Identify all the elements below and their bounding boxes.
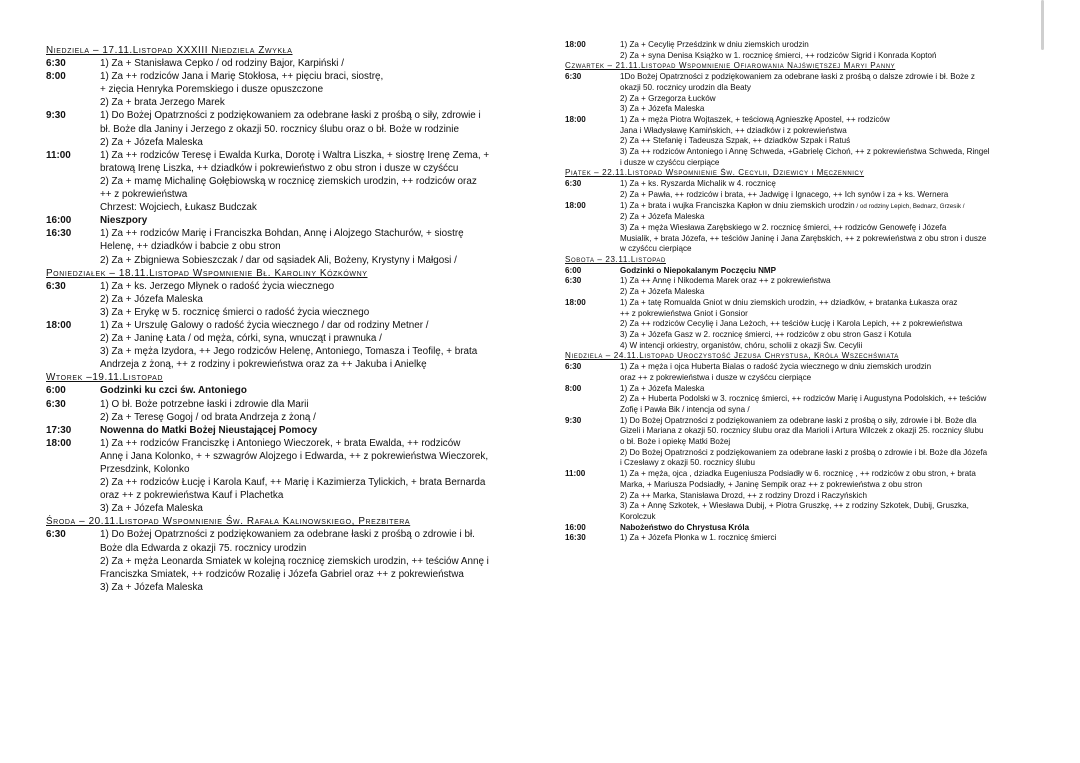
intention-list (620, 72, 1043, 115)
mass-time: 6:30 (46, 280, 66, 292)
intention-text: 3) Za + Józefa Maleska (620, 104, 705, 114)
intention-list (620, 298, 1043, 352)
intention-text: + zięcia Henryka Poremskiego i dusze opuszczone (100, 84, 324, 96)
intention-text: Boże dla Edwarda z okazji 75. rocznicy urodzin (100, 542, 307, 554)
mass-time: 6:30 (46, 529, 66, 541)
intention-line (100, 555, 516, 568)
intention-line (620, 405, 1043, 416)
intention-line (100, 201, 516, 214)
intention-list (620, 266, 1043, 277)
intention-list (100, 70, 516, 109)
intention-line (620, 437, 1043, 448)
intention-line (100, 188, 516, 201)
mass-entry (46, 398, 516, 424)
intention-list (620, 469, 1043, 523)
mass-time: 16:30 (565, 533, 586, 543)
intention-line (100, 398, 516, 411)
intention-line (100, 450, 516, 463)
intention-line (100, 136, 516, 149)
intention-text: 1) Do Bożej Opatrzności z podziękowaniem za odebrane łaski z prośbą o zdrowie i bł. (100, 529, 475, 541)
intention-text: 2) Za + brata Jerzego Marek (100, 97, 225, 109)
intention-text: Musialik, + brata Józefa, ++ teściów Janinę i Jana Zarębskich, ++ z pokrewieństwa z obu stron i dusze (620, 233, 987, 243)
intention-note: / od rodziny Lepich, Bednarz, Grzesik / (854, 202, 965, 210)
intention-line (620, 384, 1043, 395)
intention-line (100, 149, 516, 162)
scrollbar[interactable] (1041, 0, 1044, 50)
intention-line (100, 568, 516, 581)
mass-entry (565, 179, 1043, 200)
mass-entry (46, 384, 516, 397)
day-heading: Niedziela – 17.11.Listopad XXXIII Niedziela Zwykła (46, 45, 293, 56)
intention-text: 3) Za + Józefa Maleska (100, 503, 203, 515)
intention-text: 1Do Bożej Opatrzności z podziękowaniem za odebrane łaski z prośbą o dalsze zdrowie i bł. Boże z (620, 72, 975, 82)
intention-line (620, 136, 1043, 147)
intention-line (100, 502, 516, 515)
intention-line (620, 223, 1043, 234)
intention-text: 2) Za + Zbigniewa Sobieszczak / dar od sąsiadek Ali, Bożeny, Krystyny i Małgosi / (100, 254, 457, 266)
intention-line (620, 469, 1043, 480)
intention-line (620, 72, 1043, 83)
intention-line (620, 416, 1043, 427)
intention-line (620, 491, 1043, 502)
intention-line (100, 581, 516, 594)
intention-text: 1) Do Bożej Opatrzności z podziękowaniem za odebrane łaski z prośbą o siły, zdrowie i (100, 110, 481, 122)
mass-time: 18:00 (46, 319, 72, 331)
intention-line (100, 358, 516, 371)
mass-entry (565, 266, 1043, 277)
intention-text: 2) Za + mamę Michalinę Gołębiowską w rocznicę ziemskich urodzin, ++ rodziców oraz (100, 175, 477, 187)
intention-list (620, 276, 1043, 297)
intention-text: 1) Za + męża i ojca Huberta Bialas o radość życia wiecznego w dniu ziemskich urodzin (620, 362, 932, 372)
day-heading: Sobota – 23.11.Listopad (565, 255, 666, 265)
mass-time: 18:00 (565, 40, 586, 49)
intention-line (100, 240, 516, 253)
intention-text: 2) Do Bożej Opatrzności z podziękowaniem za odebrane łaski z prośbą o zdrowie i bł. Boże dla Józefa (620, 447, 988, 457)
intention-line (620, 298, 1043, 309)
intention-line (620, 309, 1043, 320)
mass-entry (46, 528, 516, 593)
mass-entry (565, 523, 1043, 534)
intention-list (620, 115, 1043, 169)
intention-line (100, 83, 516, 96)
intention-text: 1) Za + męża, ojca , dziadka Eugeniusza Podsiadły w 6. rocznicę , ++ rodziców z obu stron, + brata (620, 469, 976, 479)
mass-entry (565, 298, 1043, 352)
intention-line (620, 179, 1043, 190)
intention-text: bł. Boże dla Janiny i Jerzego z okazji 50. rocznicy ślubu oraz o bł. Boże w rodzinie (100, 123, 459, 135)
mass-time: 6:30 (565, 362, 582, 372)
intention-line (620, 330, 1043, 341)
mass-time: 16:00 (565, 522, 586, 532)
day-heading: Wtorek –19.11.Listopad (46, 372, 164, 384)
mass-entry (46, 57, 516, 70)
intention-line (100, 175, 516, 188)
intention-line (100, 162, 516, 175)
mass-time: 11:00 (565, 469, 586, 479)
intention-list (620, 533, 1043, 544)
intention-line (620, 201, 1043, 213)
intention-line (100, 96, 516, 109)
intention-line (620, 158, 1043, 169)
mass-entry (46, 109, 516, 148)
intention-line (620, 448, 1043, 459)
intention-line (620, 147, 1043, 158)
intention-text: 1) Za + ks. Jerzego Młynek o radość życia wiecznego (100, 280, 335, 292)
mass-entry (565, 469, 1043, 523)
intention-line (620, 190, 1043, 201)
intention-text: o bł. Boże i opiekę Matki Bożej (620, 437, 731, 447)
intention-line (620, 512, 1043, 523)
intention-list (100, 528, 516, 593)
intention-text: 3) Za + Erykę w 5. rocznicę śmierci o radość życia wiecznego (100, 306, 370, 318)
intention-line (100, 293, 516, 306)
intention-text: oraz ++ z pokrewieństwa i dusze w czyśćcu cierpiące (620, 372, 812, 382)
mass-time: 17:30 (46, 424, 72, 436)
intention-text: 2) Za + męża Leonarda Smiatek w kolejną rocznicę ziemskich urodzin, ++ teściów Annę i (100, 555, 489, 567)
mass-entry (565, 72, 1043, 115)
intention-list (620, 40, 1043, 61)
day-heading: Środa – 20.11.Listopad Wspomnienie Św. Rafała Kalinowskiego, Prezbitera (46, 516, 411, 528)
mass-time: 6:30 (565, 179, 582, 189)
intention-line (100, 332, 516, 345)
intention-text: Godzinki o Niepokalanym Poczęciu NMP (620, 265, 777, 275)
intention-line (620, 276, 1043, 287)
mass-entry (46, 70, 516, 109)
day-heading: Niedziela – 24.11.Listopad Uroczystość Jezusa Chrystusa, Króla Wszechświata (565, 351, 899, 361)
intention-text: w czyśćcu cierpiące (620, 244, 692, 254)
intention-list (620, 416, 1043, 470)
day-heading: Poniedziałek – 18.11.Listopad Wspomnienie Bł. Karoliny Kózkówny (46, 267, 368, 279)
intention-line (620, 501, 1043, 512)
intention-text: i Czesławy z okazji 50. rocznicy ślubu (620, 458, 755, 468)
service-title (100, 424, 516, 437)
mass-time: 11:00 (46, 149, 71, 161)
intention-text: 2) Za + Józefa Maleska (620, 212, 705, 222)
mass-entry (46, 214, 516, 227)
mass-entry (565, 201, 1043, 256)
intention-text: 2) Za + Józefa Maleska (100, 136, 203, 148)
intention-list (620, 362, 1043, 383)
intention-list (100, 424, 516, 437)
intention-line (620, 234, 1043, 245)
intention-text: Nabożeństwo do Chrystusa Króla (620, 522, 750, 532)
intention-text: Marka, + Mariusza Podsiadły, + Janinę Sempik oraz ++ z pokrewieństwa z obu stron (620, 479, 923, 489)
intention-line (100, 319, 516, 332)
intention-list (100, 398, 516, 424)
intention-list (620, 384, 1043, 416)
intention-line (100, 476, 516, 489)
intention-line (100, 463, 516, 476)
intention-line (620, 126, 1043, 137)
intention-text: Gizeli i Mariana z okazji 50. rocznicy ślubu oraz dla Marioli i Artura Wilczek z okazji 25. rocznicy ślubu (620, 426, 984, 436)
mass-entry (565, 416, 1043, 470)
mass-entry (565, 362, 1043, 383)
intention-line (620, 341, 1043, 352)
intention-line (620, 212, 1043, 223)
intention-text: 2) Za + Pawła, ++ rodziców i brata, ++ Jadwigę i Ignacego, ++ Ich synów i za + ks. Wernera (620, 189, 949, 199)
intention-list (620, 201, 1043, 256)
intention-line (620, 51, 1043, 62)
intention-text: Andrzeja z żoną, ++ z rodziny i pokrewieństwa oraz za ++ Jakuba i Anielkę (100, 359, 427, 371)
intention-text: 2) Za + Józefa Maleska (620, 287, 705, 297)
intention-text: 1) Za ++ rodziców Marię i Franciszka Bohdan, Annę i Alojzego Stachurów, + siostrę (100, 228, 464, 240)
intention-line (100, 70, 516, 83)
mass-time: 18:00 (46, 437, 72, 449)
intention-text: ++ z pokrewieństwa (100, 189, 188, 201)
intention-list (100, 109, 516, 148)
mass-time: 9:30 (46, 110, 66, 122)
mass-entry (565, 40, 1043, 61)
mass-time: 6:30 (565, 276, 582, 286)
intention-text: 3) Za + Annę Szkotek, + Wiesława Dubij, + Piotra Gruszkę, ++ z rodziny Szkotek, Dubij, Gruszka, (620, 501, 969, 511)
intention-line (100, 109, 516, 122)
intention-line (100, 528, 516, 541)
intention-text: 3) Za + Józefa Gasz w 2. rocznicę śmierci, ++ rodziców z obu stron Gasz i Kotula (620, 329, 912, 339)
intention-text: 2) Za + syna Denisa Książko w 1. rocznicę śmierci, ++ rodziców Sigrid i Konrada Koptoń (620, 50, 937, 60)
intention-text: 1) Do Bożej Opatrzności z podziękowaniem za odebrane łaski z prośbą o siły, zdrowie i bł. Boże dla (620, 415, 977, 425)
intention-line (620, 83, 1043, 94)
intention-text: 1) Za + brata i wujka Franciszka Kapłon w dniu ziemskich urodzin (620, 200, 855, 210)
mass-time: 6:30 (565, 72, 582, 82)
intention-text: 1) Za ++ Annę i Nikodema Marek oraz ++ z pokrewieństwa (620, 276, 831, 286)
intention-text: Helenę, ++ dziadków i babcie z obu stron (100, 241, 281, 253)
intention-text: 3) Za + męża Wiesława Zarębskiego w 2. rocznicę śmierci, ++ rodziców Genowefę i Józefa (620, 222, 947, 232)
mass-time: 6:30 (46, 398, 66, 410)
service-title (100, 214, 516, 227)
intention-text: Zofię i Pawła Bik / intencja od syna / (620, 404, 750, 414)
intention-text: 4) W intencji orkiestry, organistów, chóru, scholii z okazji Św. Cecylii (620, 340, 863, 350)
intention-line (100, 489, 516, 502)
intention-line (620, 94, 1043, 105)
intention-line (620, 458, 1043, 469)
mass-entry (46, 149, 516, 214)
mass-time: 16:30 (46, 228, 72, 240)
intention-text: Jana i Władysławę Kamińskich, ++ dziadków i z pokrewieństwa (620, 125, 847, 135)
intention-list (100, 149, 516, 214)
mass-entry (46, 424, 516, 437)
intention-text: 3) Za + męża Izydora, ++ Jego rodziców Helenę, Antoniego, Tomasza i Teofilę, + brata (100, 346, 478, 358)
intention-text: Nieszpory (100, 215, 148, 227)
intention-text: 2) Za ++ rodziców Cecylię i Jana Leżoch, ++ teściów Łucję i Karola Lepich, ++ z pokrewieństwa (620, 319, 963, 329)
intention-text: Przesdzink, Kolonko (100, 464, 190, 475)
intention-line (620, 40, 1043, 51)
mass-entry (46, 319, 516, 371)
mass-entry (46, 437, 516, 516)
intention-text: 3) Za + Józefa Maleska (100, 581, 203, 593)
mass-time: 6:00 (565, 265, 582, 275)
intention-line (620, 319, 1043, 330)
intention-text: Godzinki ku czci św. Antoniego (100, 385, 247, 397)
intention-text: Franciszka Smiatek, ++ rodziców Rozalię i Józefa Gabriel oraz ++ z pokrewieństwa (100, 568, 464, 580)
intention-list (100, 227, 516, 266)
left-column (46, 44, 516, 594)
service-title (620, 266, 1043, 277)
intention-text: oraz ++ z pokrewieństwa Kauf i Plachetka (100, 490, 284, 502)
mass-time: 18:00 (565, 200, 586, 210)
intention-text: 1) Za + Stanisława Cepko / od rodziny Bajor, Karpiński / (100, 58, 344, 70)
intention-text: 2) Za + Janinę Łata / od męża, córki, syna, wnucząt i prawnuka / (100, 333, 382, 345)
intention-line (100, 437, 516, 450)
mass-entry (46, 280, 516, 319)
intention-text: 1) Za + Józefa Maleska (620, 383, 705, 393)
intention-line (620, 480, 1043, 491)
mass-entry (565, 384, 1043, 416)
intention-text: ++ z pokrewieństwa Gniot i Gonsior (620, 308, 748, 318)
intention-text: 2) Za + Grzegorza Łucków (620, 93, 716, 103)
mass-time: 16:00 (46, 215, 72, 227)
intention-text: 1) Za ++ rodziców Jana i Marię Stokłosa, ++ pięciu braci, siostrę, (100, 71, 384, 83)
intention-line (100, 306, 516, 319)
right-column (565, 40, 1043, 544)
intention-line (100, 345, 516, 358)
mass-time: 6:00 (46, 385, 66, 397)
intention-list (620, 523, 1043, 534)
intention-list (100, 214, 516, 227)
service-title (100, 384, 516, 397)
intention-text: 1) Za + ks. Ryszarda Michalik w 4. rocznicę (620, 179, 776, 189)
intention-line (620, 426, 1043, 437)
intention-list (100, 57, 516, 70)
service-title (620, 523, 1043, 534)
day-heading: Piątek – 22.11.Listopad Wspomnienie Św. Cecylii, Dziewicy i Męczennicy (565, 168, 865, 178)
intention-list (100, 384, 516, 397)
intention-text: 1) O bł. Boże potrzebne łaski i zdrowie dla Marii (100, 398, 309, 410)
intention-line (100, 411, 516, 424)
intention-line (100, 280, 516, 293)
intention-line (620, 115, 1043, 126)
intention-text: 1) Za + męża Piotra Wojtaszek, + teściową Agnieszkę Apostel, ++ rodziców (620, 114, 890, 124)
intention-text: 3) Za ++ rodziców Antoniego i Annę Schweda, +Gabrielę Cichoń, ++ z pokrewieństwa Schweda, Ringel (620, 147, 990, 157)
intention-line (620, 244, 1043, 255)
intention-list (100, 437, 516, 516)
intention-line (100, 227, 516, 240)
intention-list (620, 179, 1043, 200)
intention-text: Korolczuk (620, 511, 656, 521)
intention-line (620, 373, 1043, 384)
intention-list (100, 319, 516, 371)
intention-line (100, 542, 516, 555)
intention-line (620, 394, 1043, 405)
intention-line (100, 57, 516, 70)
intention-text: 1) Za + Cecylię Prześdzink w dniu ziemskich urodzin (620, 40, 809, 49)
intention-text: 2) Za ++ Stefanię i Tadeusza Szpak, ++ dziadków Szpak i Ratuś (620, 136, 851, 146)
intention-line (620, 533, 1043, 544)
intention-list (100, 280, 516, 319)
mass-entry (565, 533, 1043, 544)
mass-time: 9:30 (565, 415, 582, 425)
intention-text: Chrzest: Wojciech, Łukasz Budczak (100, 202, 257, 214)
intention-text: 2) Za ++ Marka, Stanisława Drozd, ++ z rodziny Drozd i Raczyńskich (620, 490, 867, 500)
intention-text: 1) Za ++ rodziców Teresę i Ewalda Kurka, Dorotę i Waltra Liszka, + siostrę Irenę Zema, + (100, 149, 490, 161)
day-heading: Czwartek – 21.11.Listopad Wspomnienie Ofiarowania Najświętszej Maryi Panny (565, 61, 896, 71)
intention-text: 1) Za ++ rodziców Franciszkę i Antoniego Wieczorek, + brata Ewalda, ++ rodziców (100, 437, 461, 449)
intention-text: 2) Za + Huberta Podolski w 3. rocznicę śmierci, ++ rodziców Marię i Augustyna Podolskich, ++ teściów (620, 394, 987, 404)
mass-entry (565, 276, 1043, 297)
intention-text: Annę i Jana Kolonko, + + szwagrów Alojzego i Edwarda, ++ z pokrewieństwa Wieczorek, (100, 450, 489, 462)
mass-time: 6:30 (46, 58, 66, 70)
mass-time: 18:00 (565, 297, 586, 307)
intention-text: Nowenna do Matki Bożej Nieustającej Pomocy (100, 424, 318, 436)
mass-entry (46, 227, 516, 266)
intention-line (620, 287, 1043, 298)
intention-text: 2) Za ++ rodziców Łucję i Karola Kauf, ++ Marię i Kazimierza Tylickich, + brata Bernarda (100, 477, 486, 489)
mass-time: 8:00 (565, 383, 582, 393)
intention-line (100, 123, 516, 136)
mass-entry (565, 115, 1043, 169)
mass-time: 18:00 (565, 114, 586, 124)
intention-text: okazji 50. rocznicy urodzin dla Beaty (620, 82, 751, 92)
intention-text: 1) Za + tatę Romualda Gniot w dniu ziemskich urodzin, ++ dziadków, + bratanka Łukasza oraz (620, 297, 958, 307)
intention-text: 1) Za + Józefa Płonka w 1. rocznicę śmierci (620, 533, 777, 543)
intention-text: 2) Za + Teresę Gogoj / od brata Andrzeja z żoną / (100, 411, 316, 423)
intention-text: i dusze w czyśćcu cierpiące (620, 157, 720, 167)
intention-line (100, 254, 516, 267)
intention-text: bratową Irenę Liszka, ++ dziadków i pokrewieństwo z obu stron i dusze w czyśćcu (100, 162, 459, 174)
intention-text: 1) Za + Urszulę Galowy o radość życia wiecznego / dar od rodziny Metner / (100, 319, 429, 331)
intention-line (620, 104, 1043, 115)
intention-line (620, 362, 1043, 373)
mass-time: 8:00 (46, 71, 66, 83)
intention-text: 2) Za + Józefa Maleska (100, 293, 203, 305)
